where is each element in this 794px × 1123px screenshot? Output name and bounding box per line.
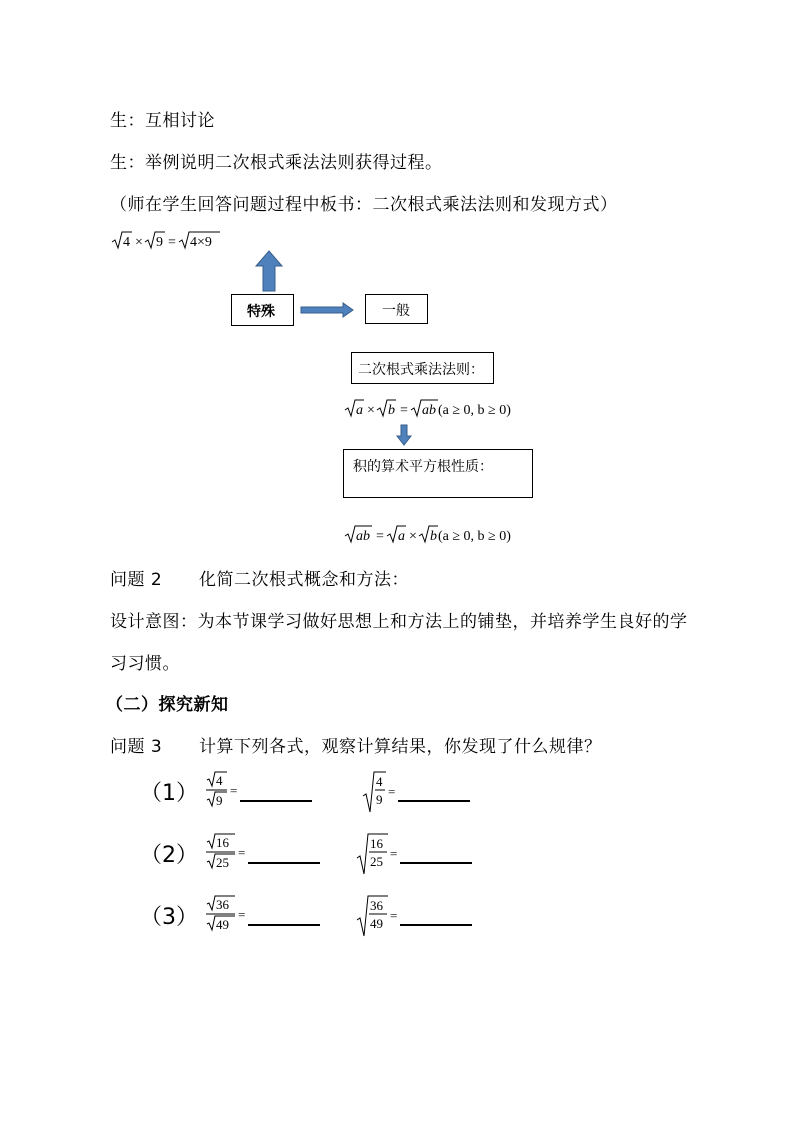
rule-formula-times: × [367, 403, 375, 418]
root-of-fraction [356, 832, 400, 876]
rule-formula [343, 396, 543, 420]
general-label: 一般 [382, 303, 410, 319]
formula-top [110, 228, 230, 252]
property-formula-ab: ab [356, 529, 370, 544]
answer-blank[interactable] [400, 924, 472, 926]
up-arrow-icon [255, 250, 283, 292]
teacher-note-line: （师在学生回答问题过程中板书：二次根式乘法法则和发现方式） [110, 195, 618, 215]
property-formula-cond: (a ≥ 0, b ≥ 0) [438, 529, 511, 544]
fraction-numerator: 4 [216, 773, 223, 788]
root-fraction-numerator: 16 [370, 836, 383, 851]
question3-text: 计算下列各式，观察计算结果，你发现了什么规律？ [199, 737, 602, 757]
answer-blank[interactable] [400, 862, 472, 864]
equals-sign: = [238, 907, 246, 922]
rule-formula-eq: = [400, 403, 408, 418]
equals-sign: = [390, 908, 398, 923]
property-formula-times: × [409, 529, 417, 544]
fraction-denominator: 49 [216, 917, 229, 932]
root-fraction-denominator: 49 [370, 916, 383, 931]
fraction-denominator: 9 [216, 793, 223, 808]
design-intent-line1: 设计意图：为本节课学习做好思想上和方法上的铺垫，并培养学生良好的学 [110, 612, 688, 632]
question2-text: 化简二次根式概念和方法： [199, 570, 409, 590]
root-of-fraction [362, 770, 398, 814]
special-label: 特殊 [247, 304, 275, 320]
property-formula [343, 522, 543, 546]
property-formula-a: a [398, 529, 405, 544]
rule-box [351, 352, 494, 384]
property-box [343, 449, 533, 498]
student-example-line: 生：举例说明二次根式乘法法则获得过程。 [110, 153, 443, 173]
equals-sign: = [388, 784, 396, 799]
rule-formula-a: a [356, 403, 363, 418]
general-box [365, 294, 428, 324]
equals-sign: = [230, 783, 238, 798]
rule-formula-b: b [388, 403, 395, 418]
root-of-fraction [356, 894, 400, 938]
exercise-label: （1） [140, 781, 198, 806]
rule-box-label: 二次根式乘法法则： [358, 362, 484, 378]
rule-formula-ab: ab [422, 403, 436, 418]
formula-top-r1: 4 [123, 235, 130, 250]
answer-blank[interactable] [248, 924, 320, 926]
answer-blank[interactable] [248, 862, 320, 864]
fraction-numerator: 16 [216, 835, 229, 850]
formula-top-r3: 4×9 [190, 235, 212, 250]
equals-sign: = [238, 845, 246, 860]
answer-blank[interactable] [240, 800, 312, 802]
special-box [231, 294, 294, 326]
exercise-label: （2） [140, 843, 198, 868]
equals-sign: = [390, 846, 398, 861]
fraction-of-roots [205, 832, 255, 872]
exercise-label: （3） [140, 905, 198, 930]
rule-formula-cond: (a ≥ 0, b ≥ 0) [438, 403, 511, 418]
fraction-numerator: 36 [216, 897, 229, 912]
fraction-of-roots [205, 894, 255, 934]
root-fraction-numerator: 4 [376, 774, 383, 789]
property-formula-b: b [430, 529, 437, 544]
formula-top-r2: 9 [156, 235, 163, 250]
fraction-of-roots [205, 770, 247, 810]
formula-top-eq: = [168, 235, 176, 250]
student-discuss-line: 生：互相讨论 [110, 111, 215, 131]
root-fraction-numerator: 36 [370, 898, 383, 913]
question2-label: 问题 2 [110, 570, 163, 590]
formula-top-times: × [135, 235, 143, 250]
question3-label: 问题 3 [110, 737, 163, 757]
property-box-label: 积的算术平方根性质： [353, 459, 493, 475]
answer-blank[interactable] [398, 800, 470, 802]
down-arrow-icon [396, 424, 412, 446]
root-fraction-denominator: 9 [376, 792, 383, 807]
fraction-denominator: 25 [216, 855, 229, 870]
root-fraction-denominator: 25 [370, 854, 383, 869]
design-intent-line2: 习习惯。 [110, 654, 180, 674]
property-formula-eq: = [376, 529, 384, 544]
right-arrow-icon [300, 302, 354, 318]
section-heading: （二）探究新知 [106, 695, 229, 715]
